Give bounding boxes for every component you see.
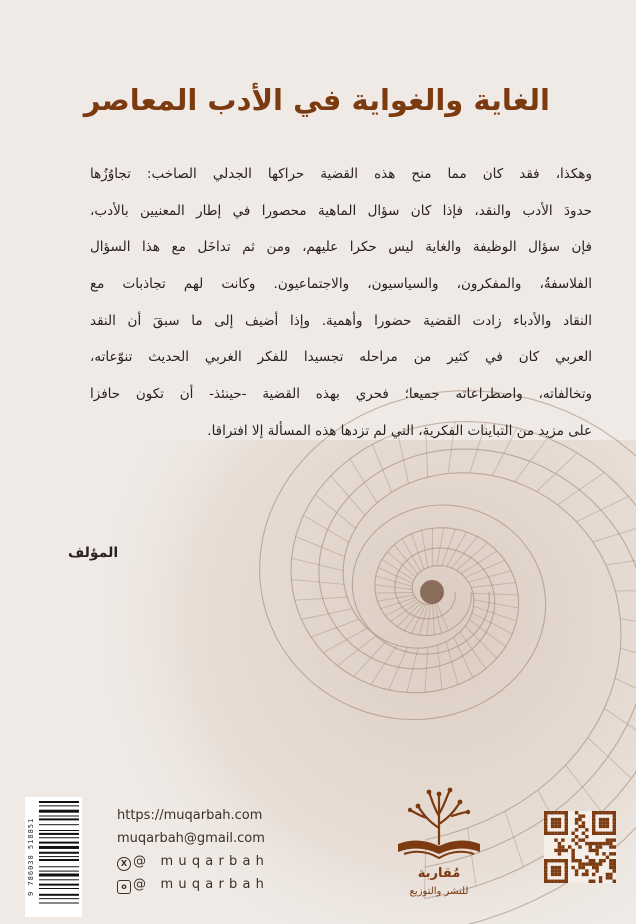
qr-module (592, 873, 595, 876)
instagram-icon: o (117, 880, 131, 894)
qr-module (565, 821, 568, 824)
barcode-bar (39, 833, 79, 835)
qr-module (551, 811, 554, 814)
qr-module (571, 856, 574, 859)
qr-module (565, 880, 568, 883)
qr-module (554, 818, 557, 821)
barcode-bar (39, 888, 79, 889)
qr-module (609, 811, 612, 814)
qr-module (599, 845, 602, 848)
barcode-bar (39, 871, 79, 872)
qr-module (613, 814, 616, 817)
publisher-tagline: للنشر والتوزيع (409, 886, 469, 897)
blurb-line: وهكذا، فقد كان مما منح هذه القضية حراكها الجدلي الصاخب: تجاوُزُها (90, 166, 592, 182)
qr-code-icon[interactable] (544, 811, 616, 883)
instagram-handle-row[interactable] (117, 873, 327, 896)
barcode-bar (39, 874, 79, 877)
qr-module (571, 852, 574, 855)
qr-module (544, 869, 547, 872)
qr-module (561, 811, 564, 814)
qr-module (599, 832, 602, 835)
qr-module (592, 842, 595, 845)
qr-module (558, 811, 561, 814)
qr-module (613, 825, 616, 828)
qr-module (582, 821, 585, 824)
qr-module (544, 825, 547, 828)
qr-module (544, 866, 547, 869)
qr-module (544, 811, 547, 814)
qr-module (595, 869, 598, 872)
blurb-text (90, 156, 592, 450)
qr-module (575, 818, 578, 821)
qr-module (609, 873, 612, 876)
qr-module (609, 842, 612, 845)
qr-module (554, 880, 557, 883)
qr-module (575, 859, 578, 862)
qr-module (595, 862, 598, 865)
qr-module (565, 828, 568, 831)
qr-module (551, 821, 554, 824)
qr-module (592, 880, 595, 883)
qr-module (565, 859, 568, 862)
barcode-digits: 9 786030 518851 (27, 817, 35, 897)
qr-module (602, 821, 605, 824)
qr-module (547, 811, 550, 814)
qr-module (565, 849, 568, 852)
qr-module (602, 811, 605, 814)
qr-module (592, 825, 595, 828)
qr-module (613, 838, 616, 841)
qr-module (551, 869, 554, 872)
qr-module (558, 845, 561, 848)
qr-module (551, 873, 554, 876)
qr-module (592, 828, 595, 831)
qr-module (582, 873, 585, 876)
qr-module (578, 859, 581, 862)
qr-module (606, 842, 609, 845)
qr-module (592, 832, 595, 835)
qr-module (558, 880, 561, 883)
qr-module (606, 856, 609, 859)
barcode-bar (39, 805, 79, 806)
qr-module (609, 845, 612, 848)
qr-module (613, 845, 616, 848)
barcode-bar (39, 894, 79, 896)
spiral-center (420, 580, 444, 604)
qr-module (609, 838, 612, 841)
qr-module (544, 832, 547, 835)
qr-module (599, 880, 602, 883)
qr-module (554, 866, 557, 869)
qr-module (606, 811, 609, 814)
qr-module (585, 828, 588, 831)
qr-module (609, 852, 612, 855)
qr-module (578, 862, 581, 865)
qr-module (582, 825, 585, 828)
qr-module (592, 811, 595, 814)
qr-module (599, 859, 602, 862)
qr-module (585, 862, 588, 865)
qr-module (595, 811, 598, 814)
qr-module (585, 835, 588, 838)
qr-module (589, 845, 592, 848)
barcode-bar (39, 810, 79, 813)
qr-code-matrix (544, 811, 616, 883)
qr-module (606, 821, 609, 824)
barcode-bar (39, 898, 79, 899)
qr-module (558, 873, 561, 876)
qr-module (578, 838, 581, 841)
qr-module (565, 832, 568, 835)
x-handle-row[interactable] (117, 850, 327, 873)
qr-module (599, 876, 602, 879)
website-link[interactable]: https://muqarbah.com (117, 808, 263, 823)
qr-module (599, 825, 602, 828)
barcode-bar (39, 884, 79, 886)
qr-module (561, 845, 564, 848)
qr-module (544, 818, 547, 821)
qr-module (578, 818, 581, 821)
qr-module (544, 814, 547, 817)
qr-module (613, 811, 616, 814)
qr-module (595, 866, 598, 869)
qr-module (578, 825, 581, 828)
tree-book-icon (382, 782, 496, 866)
barcode-bar (39, 852, 79, 854)
qr-module (554, 838, 557, 841)
qr-module (554, 869, 557, 872)
qr-module (544, 859, 547, 862)
qr-module (544, 828, 547, 831)
qr-module (558, 832, 561, 835)
x-handle: @ muqarbah (133, 854, 270, 869)
qr-module (575, 835, 578, 838)
qr-module (613, 828, 616, 831)
qr-module (609, 832, 612, 835)
barcode-bar (39, 856, 79, 857)
barcode-bar (39, 824, 79, 825)
qr-module (599, 821, 602, 824)
blurb-line: العربي كان في كثير من مراحله تجسيدا للفكر الغربي الحديث تنوّعاته، (90, 349, 592, 366)
qr-module (613, 859, 616, 862)
qr-module (554, 849, 557, 852)
qr-module (599, 842, 602, 845)
qr-module (585, 869, 588, 872)
qr-module (561, 832, 564, 835)
qr-module (551, 880, 554, 883)
barcode-bar (39, 842, 79, 844)
qr-module (575, 811, 578, 814)
qr-module (613, 832, 616, 835)
qr-module (561, 880, 564, 883)
barcode-bar (39, 818, 79, 820)
qr-module (606, 818, 609, 821)
qr-module (599, 818, 602, 821)
barcode-bar (39, 879, 79, 880)
qr-module (565, 876, 568, 879)
qr-module (592, 859, 595, 862)
qr-module (606, 825, 609, 828)
qr-module (585, 842, 588, 845)
qr-module (565, 862, 568, 865)
qr-module (571, 859, 574, 862)
qr-module (589, 859, 592, 862)
qr-module (558, 849, 561, 852)
blurb-line: فإن سؤال الوظيفة والغاية ليس حكرا عليهم، ومن ثم تداخَل مع هذا السؤال (90, 239, 592, 256)
qr-module (595, 832, 598, 835)
qr-module (544, 880, 547, 883)
qr-module (558, 866, 561, 869)
qr-module (561, 859, 564, 862)
blurb-line: حدودَ الأدب والنقد، فإذا كان سؤال الماهية محصورا في إطار المعنيين بالأدب، (90, 202, 592, 219)
qr-module (592, 818, 595, 821)
qr-module (582, 866, 585, 869)
qr-module (554, 811, 557, 814)
barcode-bar (39, 830, 79, 831)
blurb-line: على مزيد من التباينات الفكرية، التي لم تزدها هذه المسألة إلا افتراقا. (207, 422, 592, 439)
barcode-bar (39, 846, 79, 849)
qr-module (606, 838, 609, 841)
email-link[interactable]: muqarbah@gmail.com (117, 831, 265, 846)
qr-module (547, 859, 550, 862)
qr-module (565, 869, 568, 872)
qr-module (595, 845, 598, 848)
qr-module (602, 825, 605, 828)
qr-module (609, 876, 612, 879)
qr-module (592, 849, 595, 852)
qr-module (578, 866, 581, 869)
blurb-line: الفلاسفةُ، والمفكرون، والسياسيون، والاجتماعيون. وكانت لهم تجاذبات مع (90, 276, 592, 293)
barcode-bar (39, 801, 79, 803)
qr-module (595, 849, 598, 852)
qr-module (606, 876, 609, 879)
qr-module (602, 818, 605, 821)
blurb-line: وتخالفاته، واصطراعاته جميعا؛ فحري بهذه القضية -حينئذ- أن تكون حافزا (90, 386, 592, 403)
qr-module (602, 852, 605, 855)
qr-module (558, 821, 561, 824)
barcode-bar (39, 837, 79, 838)
qr-module (551, 818, 554, 821)
qr-module (578, 845, 581, 848)
qr-module (613, 862, 616, 865)
qr-module (554, 859, 557, 862)
qr-module (571, 838, 574, 841)
qr-module (592, 821, 595, 824)
qr-module (561, 838, 564, 841)
qr-module (547, 832, 550, 835)
qr-module (571, 849, 574, 852)
qr-module (602, 842, 605, 845)
qr-module (558, 842, 561, 845)
qr-module (592, 862, 595, 865)
contact-info (117, 804, 327, 896)
qr-module (613, 869, 616, 872)
barcode-bar (39, 816, 79, 817)
qr-module (582, 832, 585, 835)
qr-module (554, 873, 557, 876)
qr-module (551, 832, 554, 835)
qr-module (544, 821, 547, 824)
qr-module (592, 866, 595, 869)
qr-module (565, 811, 568, 814)
book-title: الغاية والغواية في الأدب المعاصر (83, 83, 550, 117)
qr-module (585, 873, 588, 876)
barcode-bar (39, 859, 79, 861)
qr-module (551, 859, 554, 862)
qr-module (613, 821, 616, 824)
publisher-name: مُقاربة (417, 866, 461, 881)
qr-module (554, 825, 557, 828)
qr-module (554, 821, 557, 824)
isbn-barcode (25, 797, 82, 917)
qr-module (582, 838, 585, 841)
qr-module (558, 869, 561, 872)
qr-module (613, 866, 616, 869)
qr-module (575, 828, 578, 831)
qr-module (571, 832, 574, 835)
qr-module (602, 832, 605, 835)
qr-module (609, 862, 612, 865)
qr-module (547, 880, 550, 883)
qr-module (595, 842, 598, 845)
qr-module (565, 814, 568, 817)
qr-module (599, 811, 602, 814)
qr-module (565, 873, 568, 876)
qr-module (565, 866, 568, 869)
qr-module (589, 842, 592, 845)
qr-module (551, 825, 554, 828)
qr-module (613, 818, 616, 821)
barcode-bar (39, 903, 79, 904)
blurb-line: النقاد والأدباء زادت القضية حضورا وأهمية. وإذا أضيف إلى ما سبقَ أن النقد (90, 312, 592, 329)
qr-module (609, 859, 612, 862)
qr-module (565, 818, 568, 821)
qr-module (582, 814, 585, 817)
qr-module (565, 825, 568, 828)
qr-module (544, 876, 547, 879)
qr-module (558, 852, 561, 855)
qr-module (558, 859, 561, 862)
qr-module (599, 862, 602, 865)
qr-module (585, 856, 588, 859)
x-icon: X (117, 857, 131, 871)
qr-module (592, 814, 595, 817)
qr-module (571, 866, 574, 869)
qr-module (551, 866, 554, 869)
qr-module (613, 880, 616, 883)
qr-module (544, 873, 547, 876)
qr-module (568, 845, 571, 848)
qr-module (575, 842, 578, 845)
qr-module (606, 832, 609, 835)
qr-module (589, 849, 592, 852)
qr-module (589, 862, 592, 865)
qr-module (589, 880, 592, 883)
qr-module (575, 869, 578, 872)
qr-module (544, 862, 547, 865)
qr-module (582, 862, 585, 865)
qr-module (595, 852, 598, 855)
qr-module (578, 814, 581, 817)
qr-module (575, 821, 578, 824)
qr-module (606, 873, 609, 876)
qr-module (613, 852, 616, 855)
qr-module (561, 849, 564, 852)
author-label: المؤلف (68, 545, 119, 561)
publisher-logo (382, 782, 496, 912)
qr-module (558, 825, 561, 828)
qr-module (609, 866, 612, 869)
instagram-handle: @ muqarbah (133, 877, 270, 892)
qr-module (602, 859, 605, 862)
qr-module (575, 873, 578, 876)
qr-module (558, 818, 561, 821)
barcode-bar (39, 866, 79, 867)
qr-module (554, 832, 557, 835)
